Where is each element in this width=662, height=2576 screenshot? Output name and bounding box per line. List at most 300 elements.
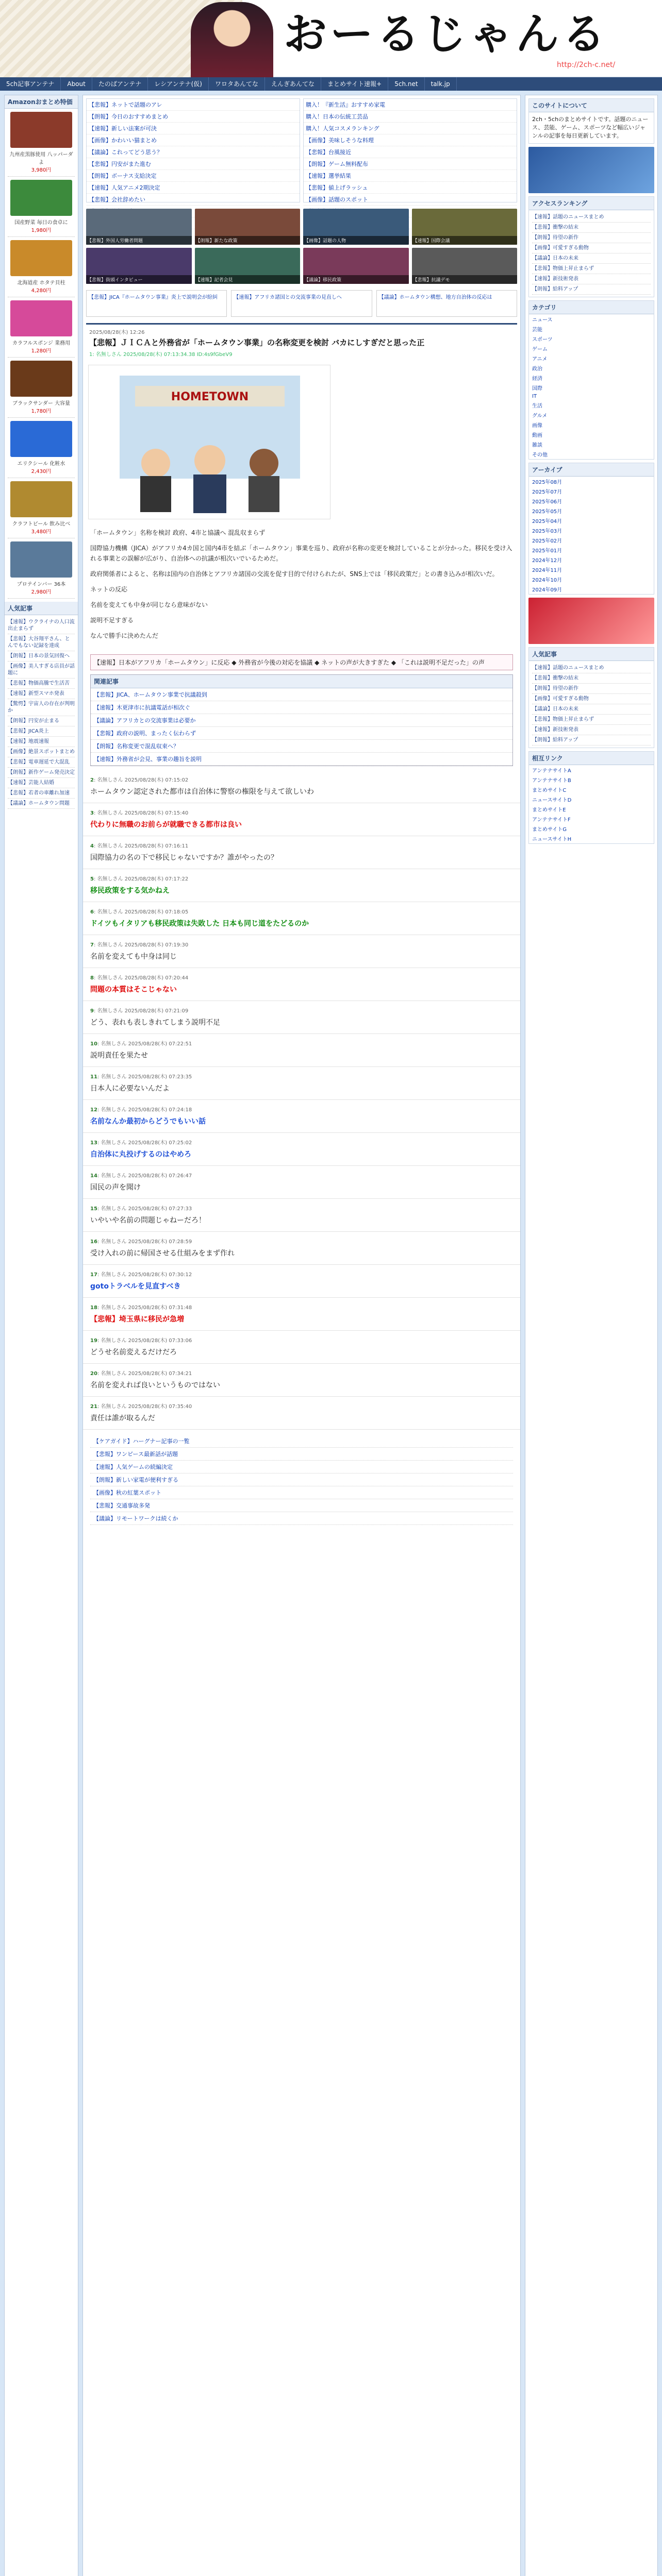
headline-link[interactable]: 【速報】人気アニメ2期決定 — [87, 182, 300, 194]
links-box — [528, 751, 654, 844]
headline-link[interactable]: 【朗報】ゲーム無料配布 — [304, 158, 517, 170]
about-title: このサイトについて — [529, 99, 654, 112]
comment-number: 16 — [90, 1239, 97, 1245]
left-rank-item[interactable]: 【朗報】新作ゲーム発売決定 — [8, 768, 75, 778]
comment-date: 2025/08/28(木) 07:15:02 — [124, 777, 189, 783]
comment-name: 名無しさん — [101, 1338, 127, 1344]
left-ad-item[interactable] — [8, 240, 75, 297]
comment-header: 2: 名無しさん 2025/08/28(木) 07:15:02 — [90, 777, 189, 783]
nav-link[interactable]: まとめサイト速報+ — [321, 77, 388, 91]
thumbnail-grid — [83, 206, 520, 287]
access-rank-item[interactable]: 【議論】日本の未来 — [532, 253, 651, 264]
comment-number: 15 — [90, 1206, 97, 1212]
headline-link[interactable]: 購入！『新生活』おすすめ家電 — [304, 99, 517, 111]
category-link[interactable]: 国際 — [532, 386, 542, 392]
comment-number: 12 — [90, 1107, 97, 1113]
comment-body: 代わりに無職のお前らが就職できる都市は良い — [90, 821, 242, 829]
comment-date: 2025/08/28(木) 07:22:51 — [128, 1041, 192, 1047]
comment-header: 12: 名無しさん 2025/08/28(木) 07:24:18 — [90, 1107, 192, 1113]
category-link[interactable]: 雑談 — [532, 443, 542, 448]
comment-name: 名無しさん — [101, 1107, 127, 1113]
comment-item — [83, 935, 520, 968]
ad-product-name: 国産野菜 毎日の食卓に — [14, 220, 68, 226]
archive-link[interactable]: 2025年06月 — [532, 499, 562, 505]
access-ranking-box — [528, 196, 654, 297]
comment-name: 名無しさん — [101, 1074, 127, 1080]
comment-date: 2025/08/28(木) 07:27:33 — [128, 1206, 192, 1212]
archive-link[interactable]: 2024年10月 — [532, 578, 562, 583]
archive-link[interactable]: 2025年03月 — [532, 529, 562, 534]
left-rank-item[interactable]: 【悲報】大谷翔平さん、とんでもない記録を達成 — [8, 634, 75, 651]
comment-date: 2025/08/28(木) 07:21:09 — [124, 1008, 189, 1014]
ad-product-image — [10, 180, 72, 216]
comment-number: 4 — [90, 843, 94, 849]
thumbnail-caption: 【画像】話題の人物 — [303, 236, 409, 245]
footer-link[interactable]: 【ケアガイド】ハーグナー記事の一覧 — [90, 1435, 513, 1448]
about-box — [528, 98, 654, 144]
category-box — [528, 300, 654, 460]
left-rank-item[interactable]: 【速報】ウクライナの人口流出止まらず — [8, 617, 75, 634]
partner-link[interactable]: まとめサイトE — [532, 807, 566, 813]
comment-date: 2025/08/28(木) 07:25:02 — [128, 1140, 192, 1146]
comment-name: 名無しさん — [101, 1305, 127, 1311]
comment-name: 名無しさん — [101, 1404, 127, 1410]
partner-link[interactable]: アンテナサイトA — [532, 768, 571, 774]
comment-header: 10: 名無しさん 2025/08/28(木) 07:22:51 — [90, 1041, 192, 1047]
nav-link[interactable]: レシアンテナ(仮) — [148, 77, 209, 91]
headline-link[interactable]: 【速報】選挙結果 — [304, 170, 517, 182]
ad-product-name: ブラックサンダー 大容量 — [12, 401, 71, 406]
ad-product-image — [10, 112, 72, 148]
comment-item — [83, 836, 520, 869]
pickup-link[interactable]: 【速報】アフリカ諸国との交流事業の見直しへ — [231, 290, 372, 317]
popular-item[interactable]: 【速報】新技術発表 — [532, 725, 651, 735]
footer-link[interactable]: 【議論】リモートワークは続くか — [90, 1512, 513, 1525]
comment-name: 名無しさん — [97, 975, 123, 981]
left-rank-item[interactable]: 【画像】美人すぎる店員が話題に — [8, 662, 75, 679]
article-body — [83, 523, 520, 650]
comment-date: 2025/08/28(木) 07:16:11 — [124, 843, 189, 849]
comment-body: 受け入れの前に帰国させる仕組みをまず作れ — [90, 1249, 235, 1258]
comment-date: 2025/08/28(木) 07:26:47 — [128, 1173, 192, 1179]
right-banner-1[interactable] — [528, 147, 654, 193]
comment-date: 2025/08/28(木) 07:23:35 — [128, 1074, 192, 1080]
ad-product-price: 1,280円 — [31, 348, 52, 354]
headline-link[interactable]: 【悲報】ネットで話題のアレ — [87, 99, 300, 111]
headline-link[interactable]: 【画像】かわいい猫まとめ — [87, 134, 300, 146]
comment-name: 名無しさん — [101, 1173, 127, 1179]
headline-list-left — [86, 98, 300, 202]
comment-item — [83, 968, 520, 1001]
headline-link[interactable]: 【朗報】ボーナス支給決定 — [87, 170, 300, 182]
article-paragraph: 政府関係者によると、名称は国内の自治体とアフリカ諸国の交流を促す目的で付けられたが、SNS上では「移民政策だ」との書き込みが相次いだ。 — [90, 570, 499, 578]
article-meta: 1: 名無しさん 2025/08/28(木) 07:13:34.38 ID:4s9fGbeV9 — [89, 352, 233, 358]
ad-product-image — [10, 541, 72, 578]
headline-link[interactable]: 購入！日本の伝統工芸品 — [304, 111, 517, 123]
left-rank-item[interactable]: 【速報】芸能人結婚 — [8, 778, 75, 788]
partner-link[interactable]: ニュースサイトH — [532, 837, 572, 842]
left-sidebar — [4, 95, 78, 2576]
left-rank-item[interactable]: 【悲報】若者の車離れ加速 — [8, 788, 75, 799]
site-logo[interactable]: おーるじゃんる — [284, 8, 609, 59]
comment-item — [83, 902, 520, 935]
left-rank-item[interactable]: 【悲報】電車遅延で大混乱 — [8, 757, 75, 768]
comment-date: 2025/08/28(木) 07:17:22 — [124, 876, 189, 882]
left-ad-item[interactable] — [8, 361, 75, 418]
left-rank-item[interactable]: 【議論】ホームタウン問題 — [8, 799, 75, 809]
comment-header: 19: 名無しさん 2025/08/28(木) 07:33:06 — [90, 1338, 192, 1344]
comment-name: 名無しさん — [101, 1239, 127, 1245]
headline-link[interactable]: 【議論】これってどう思う？ — [87, 146, 300, 158]
popular-item[interactable]: 【朗報】待望の新作 — [532, 684, 651, 694]
left-rank-list — [5, 615, 78, 811]
category-link[interactable]: IT — [532, 394, 537, 399]
comment-header: 17: 名無しさん 2025/08/28(木) 07:30:12 — [90, 1272, 192, 1278]
comment-date: 2025/08/28(木) 07:34:21 — [128, 1371, 192, 1377]
left-ad-item[interactable] — [8, 180, 75, 237]
comment-body: 【悲報】埼玉県に移民が急増 — [90, 1315, 184, 1324]
partner-link[interactable]: まとめサイトG — [532, 827, 567, 833]
left-ad-item[interactable] — [8, 112, 75, 177]
partner-link[interactable]: アンテナサイトF — [532, 817, 571, 823]
comment-body: 国際協力の名の下で移民じゃないですか？誰がやったの？ — [90, 854, 278, 862]
ad-product-price: 2,430円 — [31, 469, 52, 474]
comment-number: 19 — [90, 1338, 97, 1344]
comment-body: 責任は誰が取るんだ — [90, 1414, 155, 1422]
comment-body: 名前を変えても中身は同じ — [90, 953, 177, 961]
comment-name: 名無しさん — [101, 1371, 127, 1377]
article-title[interactable]: 【悲報】ＪＩＣＡと外務省が「ホームタウン事業」の名称変更を検討 バカにしすぎだと思った正 — [89, 338, 425, 347]
ad-product-price: 1,980円 — [31, 228, 52, 233]
comment-body: ドイツもイタリアも移民政策は失敗した 日本も同じ道をたどるのか — [90, 920, 309, 928]
article-date: 2025/08/28(木) 12:26 — [89, 330, 145, 335]
access-rank-item[interactable]: 【速報】新技術発表 — [532, 274, 651, 284]
left-rank-item[interactable]: 【悲報】物価高騰で生活苦 — [8, 679, 75, 689]
related-title: 関連記事 — [91, 675, 512, 688]
comment-date: 2025/08/28(木) 07:18:05 — [124, 909, 189, 915]
comment-item — [83, 1001, 520, 1034]
archive-link[interactable]: 2024年12月 — [532, 558, 562, 564]
comment-number: 20 — [90, 1371, 97, 1377]
illustration-sign: HOMETOWN — [171, 391, 249, 403]
headline-link[interactable]: 【朗報】今日のおすすめまとめ — [87, 111, 300, 123]
footer-link[interactable]: 【速報】人気ゲームの続編決定 — [90, 1461, 513, 1473]
thumbnail-item[interactable] — [412, 248, 518, 284]
left-ads-title: Amazonおまとめ特価 — [5, 95, 78, 109]
left-rank-item[interactable]: 【画像】絶景スポットまとめ — [8, 747, 75, 757]
site-header — [0, 0, 662, 77]
headline-link[interactable]: 【悲報】円安がまた進む — [87, 158, 300, 170]
comment-body: 国民の声を聞け — [90, 1183, 141, 1192]
article-paragraph: 名前を変えても中身が同じなら意味がない — [90, 601, 208, 608]
headline-link[interactable]: 【画像】美味しそうな料理 — [304, 134, 517, 146]
headline-block — [83, 95, 520, 206]
comment-number: 3 — [90, 810, 94, 816]
category-link[interactable]: アニメ — [532, 357, 548, 362]
related-link[interactable]: 【速報】木更津市に抗議電話が相次ぐ — [91, 701, 512, 714]
ad-product-image — [10, 481, 72, 517]
illustration-svg — [89, 365, 331, 520]
pickup-link[interactable]: 【悲報】JICA『ホームタウン事業』炎上で説明会が紛糾 — [86, 290, 227, 317]
footer-link[interactable]: 【悲報】ワンピース最新話が話題 — [90, 1448, 513, 1461]
article-paragraph: なんで勝手に決めたんだ — [90, 632, 159, 639]
category-link[interactable]: 画像 — [532, 423, 542, 429]
left-ad-item[interactable] — [8, 421, 75, 478]
comment-name: 名無しさん — [97, 843, 123, 849]
left-ad-item[interactable] — [8, 481, 75, 538]
comment-date: 2025/08/28(木) 07:33:06 — [128, 1338, 192, 1344]
nav-link[interactable]: えんぎあんてな — [265, 77, 321, 91]
comment-header: 8: 名無しさん 2025/08/28(木) 07:20:44 — [90, 975, 189, 981]
comment-number: 21 — [90, 1404, 97, 1410]
category-link[interactable]: 経済 — [532, 376, 542, 382]
comment-date: 2025/08/28(木) 07:28:59 — [128, 1239, 192, 1245]
nav-link[interactable]: talk.jp — [425, 77, 457, 91]
footer-link[interactable]: 【悲報】交通事故多発 — [90, 1499, 513, 1512]
comment-header: 16: 名無しさん 2025/08/28(木) 07:28:59 — [90, 1239, 192, 1245]
footer-link[interactable]: 【画像】秋の紅葉スポット — [90, 1486, 513, 1499]
comment-number: 9 — [90, 1008, 94, 1014]
comment-item — [83, 1100, 520, 1133]
comment-header: 21: 名無しさん 2025/08/28(木) 07:35:40 — [90, 1404, 192, 1410]
popular-item[interactable]: 【悲報】衝撃の結末 — [532, 673, 651, 684]
archive-box — [528, 463, 654, 595]
archive-link[interactable]: 2025年02月 — [532, 538, 562, 544]
left-rank-item[interactable]: 【朗報】円安が止まる — [8, 716, 75, 726]
comment-name: 名無しさん — [97, 876, 123, 882]
related-link[interactable]: 【悲報】政府の説明、まったく伝わらず — [91, 727, 512, 740]
headline-link[interactable]: 【悲報】台風接近 — [304, 146, 517, 158]
related-articles — [90, 674, 513, 766]
left-rank-item[interactable]: 【朗報】日本の景気回復へ — [8, 651, 75, 662]
thumbnail-item[interactable] — [303, 209, 409, 245]
article-paragraph: 国際協力機構（JICA）がアフリカ4カ国と国内4市を結ぶ「ホームタウン」事業を巡り、政府が名称の変更を検討していることが分かった。移民を受け入れる事業との誤解が広がり、自治体への抗議が相次いでいるためだ。 — [90, 545, 512, 562]
popular-item[interactable]: 【画像】可愛すぎる動物 — [532, 694, 651, 704]
article-illustration — [88, 365, 330, 519]
archive-link[interactable]: 2025年07月 — [532, 489, 562, 495]
related-link[interactable]: 【速報】外務省が会見、事業の趣旨を説明 — [91, 753, 512, 766]
comment-item — [83, 1166, 520, 1199]
comment-list — [83, 770, 520, 1430]
left-ad-item[interactable] — [8, 541, 75, 599]
comment-item — [83, 1232, 520, 1265]
comment-header: 14: 名無しさん 2025/08/28(木) 07:26:47 — [90, 1173, 192, 1179]
ad-product-price: 4,280円 — [31, 288, 52, 294]
comment-body: 移民政策をする気かねえ — [90, 887, 170, 895]
thumbnail-caption: 【速報】記者会見 — [195, 275, 301, 284]
comment-name: 名無しさん — [97, 810, 123, 816]
pickup-link[interactable]: 【議論】ホームタウン構想、地方自治体の反応は — [376, 290, 517, 317]
ad-product-image — [10, 240, 72, 276]
category-link[interactable]: その他 — [532, 452, 548, 458]
left-ad-item[interactable] — [8, 300, 75, 358]
comment-header: 4: 名無しさん 2025/08/28(木) 07:16:11 — [90, 843, 189, 849]
ad-product-name: プロテインバー 36本 — [16, 582, 66, 587]
left-rank-item[interactable]: 【驚愕】宇宙人の存在が判明か — [8, 699, 75, 716]
popular-item[interactable]: 【議論】日本の未来 — [532, 704, 651, 715]
popular-item[interactable]: 【悲報】物価上昇止まらず — [532, 715, 651, 725]
comment-number: 10 — [90, 1041, 97, 1047]
category-link[interactable]: スポーツ — [532, 337, 553, 343]
comment-number: 2 — [90, 777, 94, 783]
archive-link[interactable]: 2024年09月 — [532, 587, 562, 593]
archive-title: アーカイブ — [529, 463, 654, 477]
article-paragraph: 説明不足すぎる — [90, 617, 134, 624]
category-link[interactable]: ゲーム — [532, 347, 548, 352]
comment-body: どうせ名前変えるだけだろ — [90, 1348, 177, 1357]
comment-header: 3: 名無しさん 2025/08/28(木) 07:15:40 — [90, 810, 189, 816]
comment-body: 名前なんか最初からどうでもいい話 — [90, 1117, 206, 1126]
headline-link[interactable]: 【悲報】値上げラッシュ — [304, 182, 517, 194]
comment-item — [83, 1331, 520, 1364]
site-url[interactable]: http://2ch-c.net/ — [557, 61, 616, 69]
category-link[interactable]: グルメ — [532, 413, 548, 419]
category-link[interactable]: 生活 — [532, 403, 542, 409]
thumbnail-caption: 【速報】国際会議 — [412, 236, 518, 245]
partner-link[interactable]: まとめサイトC — [532, 788, 567, 793]
comment-item — [83, 1397, 520, 1430]
comment-item — [83, 1265, 520, 1298]
archive-link[interactable]: 2024年11月 — [532, 568, 562, 573]
archive-link[interactable]: 2025年01月 — [532, 548, 562, 554]
ad-product-name: 北海道産 ホタテ貝柱 — [17, 280, 65, 286]
comment-name: 名無しさん — [101, 1140, 127, 1146]
thumbnail-item[interactable] — [195, 248, 301, 284]
access-rank-item[interactable]: 【画像】可愛すぎる動物 — [532, 243, 651, 253]
comment-header: 6: 名無しさん 2025/08/28(木) 07:18:05 — [90, 909, 189, 915]
comment-number: 7 — [90, 942, 94, 948]
article-quote: 【速報】日本がアフリカ「ホームタウン」に反応 ◆ 外務省が今後の対応を協議 ◆ ネットの声が大きすぎた ◆ 「これは説明不足だった」の声 — [90, 654, 513, 670]
comment-number: 17 — [90, 1272, 97, 1278]
ad-product-name: クラフトビール 飲み比べ — [12, 521, 71, 527]
comment-body: いやいや名前の問題じゃねーだろ！ — [90, 1216, 206, 1225]
nav-link[interactable]: 5ch.net — [388, 77, 424, 91]
partner-link[interactable]: アンテナサイトB — [532, 778, 571, 784]
left-rank-item[interactable]: 【悲報】JICA炎上 — [8, 726, 75, 737]
access-rank-item[interactable]: 【速報】話題のニュースまとめ — [532, 212, 651, 223]
right-sidebar — [525, 95, 658, 2576]
thumbnail-caption: 【悲報】外国人労働者問題 — [86, 236, 192, 245]
headline-link[interactable]: 【速報】新しい法案が可決 — [87, 123, 300, 134]
nav-link[interactable]: 5ch記事アンテナ — [0, 77, 61, 91]
comment-header: 9: 名無しさん 2025/08/28(木) 07:21:09 — [90, 1008, 189, 1014]
article-paragraph: 「ホームタウン」名称を検討 政府、4市と協議へ 混乱収まらず — [90, 529, 266, 536]
ad-product-price: 1,780円 — [31, 409, 52, 414]
comment-date: 2025/08/28(木) 07:30:12 — [128, 1272, 192, 1278]
related-link[interactable]: 【議論】アフリカとの交流事業は必要か — [91, 714, 512, 727]
thumbnail-item[interactable] — [86, 209, 192, 245]
thumbnail-item[interactable] — [86, 248, 192, 284]
headline-link[interactable]: 【画像】話題のスポット — [304, 194, 517, 206]
comment-body: 自治体に丸投げするのはやめろ — [90, 1150, 191, 1159]
archive-link[interactable]: 2025年04月 — [532, 519, 562, 524]
ad-product-price: 3,480円 — [31, 529, 52, 535]
comment-body: 問題の本質はそこじゃない — [90, 986, 177, 994]
category-link[interactable]: 動画 — [532, 433, 542, 438]
archive-link[interactable]: 2025年05月 — [532, 509, 562, 515]
comment-body: ホームタウン認定された都市は自治体に警察の権限を与えて欲しいわ — [90, 788, 314, 796]
left-rank-item[interactable]: 【速報】地震速報 — [8, 737, 75, 747]
nav-link[interactable]: ワロタあんてな — [209, 77, 265, 91]
related-link[interactable]: 【朗報】名称変更で混乱収束へ？ — [91, 740, 512, 753]
category-link[interactable]: 芸能 — [532, 327, 542, 333]
related-link[interactable]: 【悲報】JICA、ホームタウン事業で抗議殺到 — [91, 688, 512, 701]
footer-link-list — [90, 1435, 513, 1525]
left-rank-item[interactable]: 【速報】新型スマホ発表 — [8, 689, 75, 699]
thumbnail-item[interactable] — [303, 248, 409, 284]
category-title: カテゴリ — [529, 301, 654, 314]
headline-list-right — [303, 98, 517, 202]
access-rank-item[interactable]: 【朗報】給料アップ — [532, 284, 651, 295]
comment-header: 11: 名無しさん 2025/08/28(木) 07:23:35 — [90, 1074, 192, 1080]
thumbnail-caption: 【議論】移民政策 — [303, 275, 409, 284]
popular-item[interactable]: 【速報】話題のニュースまとめ — [532, 663, 651, 673]
comment-name: 名無しさん — [101, 1206, 127, 1212]
main-column — [82, 95, 521, 2576]
access-rank-item[interactable]: 【朗報】待望の新作 — [532, 233, 651, 243]
comment-date: 2025/08/28(木) 07:35:40 — [128, 1404, 192, 1410]
category-link[interactable]: ニュース — [532, 317, 553, 323]
comment-date: 2025/08/28(木) 07:15:40 — [124, 810, 189, 816]
nav-link[interactable]: About — [61, 77, 92, 91]
comment-header: 13: 名無しさん 2025/08/28(木) 07:25:02 — [90, 1140, 192, 1146]
popular-item[interactable]: 【朗報】給料アップ — [532, 735, 651, 745]
comment-body: 日本人に必要ないんだよ — [90, 1084, 170, 1093]
access-rank-item[interactable]: 【悲報】物価上昇止まらず — [532, 264, 651, 274]
comment-number: 13 — [90, 1140, 97, 1146]
comment-number: 8 — [90, 975, 94, 981]
access-ranking-title: アクセスランキング — [529, 197, 654, 210]
comment-date: 2025/08/28(木) 07:20:44 — [124, 975, 189, 981]
ad-product-price: 2,980円 — [31, 589, 52, 595]
footer-link[interactable]: 【朗報】新しい家電が便利すぎる — [90, 1473, 513, 1486]
popular-box — [528, 647, 654, 748]
article-header — [86, 323, 517, 361]
thumbnail-item[interactable] — [195, 209, 301, 245]
archive-link[interactable]: 2025年08月 — [532, 480, 562, 485]
comment-number: 11 — [90, 1074, 97, 1080]
category-link[interactable]: 政治 — [532, 366, 542, 372]
access-rank-item[interactable]: 【悲報】衝撃の結末 — [532, 223, 651, 233]
headline-link[interactable]: 【悲報】会社辞めたい — [87, 194, 300, 206]
thumbnail-caption: 【悲報】街頭インタビュー — [86, 275, 192, 284]
partner-link[interactable]: ニュースサイトD — [532, 798, 572, 803]
ad-product-image — [10, 300, 72, 336]
comment-number: 5 — [90, 876, 94, 882]
right-banner-2[interactable] — [528, 598, 654, 644]
header-character-image — [191, 2, 273, 77]
comment-date: 2025/08/28(木) 07:19:30 — [124, 942, 189, 948]
comment-item — [83, 1298, 520, 1331]
comment-header: 18: 名無しさん 2025/08/28(木) 07:31:48 — [90, 1305, 192, 1311]
comment-header: 7: 名無しさん 2025/08/28(木) 07:19:30 — [90, 942, 189, 948]
comment-name: 名無しさん — [97, 942, 123, 948]
comment-number: 14 — [90, 1173, 97, 1179]
thumbnail-caption: 【悲報】抗議デモ — [412, 275, 518, 284]
nav-link[interactable]: たのばアンテナ — [92, 77, 148, 91]
ad-product-image — [10, 421, 72, 457]
comment-item — [83, 869, 520, 902]
comment-body: 名前を変えれば良いというものではない — [90, 1381, 220, 1389]
headline-link[interactable]: 購入！人気コスメランキング — [304, 123, 517, 134]
popular-title: 人気記事 — [529, 648, 654, 661]
ad-product-name: 九州産黒豚使用 八ッパーダよ — [9, 152, 73, 165]
comment-body: どう、表れも表しきれてしまう説明不足 — [90, 1019, 220, 1027]
top-nav — [0, 77, 662, 91]
thumbnail-caption: 【朗報】新たな政策 — [195, 236, 301, 245]
article-paragraph: ネットの反応 — [90, 586, 128, 593]
thumbnail-item[interactable] — [412, 209, 518, 245]
